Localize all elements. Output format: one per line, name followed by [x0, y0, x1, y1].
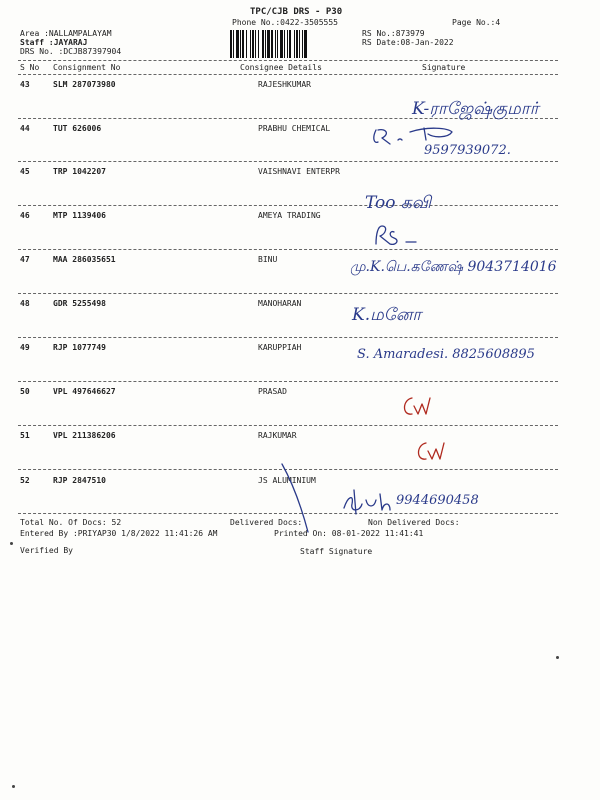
scan-speck — [10, 542, 13, 545]
signature-text: Too கவி — [365, 193, 432, 213]
row-divider — [18, 161, 558, 162]
barcode-bar — [284, 30, 285, 58]
column-signature: Signature — [422, 63, 466, 72]
column-sno: S No — [20, 63, 40, 72]
signature-text: S. Amaradesi. 8825608895 — [357, 347, 535, 362]
barcode-bar — [287, 30, 288, 58]
row-consignment: MAA 286035651 — [53, 255, 116, 264]
row-divider — [18, 425, 558, 426]
non-delivered-docs: Non Delivered Docs: — [368, 518, 460, 527]
row-consignment: GDR 5255498 — [53, 299, 106, 308]
barcode-bar — [230, 30, 232, 58]
row-sno: 49 — [20, 343, 30, 352]
column-divider — [18, 74, 558, 75]
total-docs: Total No. Of Docs: 52 — [20, 518, 122, 527]
row-sno: 45 — [20, 167, 30, 176]
barcode-bar — [265, 30, 266, 58]
row-divider — [18, 337, 558, 338]
row-consignment: VPL 211386206 — [53, 431, 116, 440]
signature-text: 9944690458 — [396, 493, 479, 508]
signature-row-44 — [368, 124, 538, 160]
rs-number: RS No.:873979 — [362, 29, 425, 38]
entered-by: Entered By :PRIYAP30 1/8/2022 11:41:26 AM — [20, 529, 218, 538]
row-sno: 50 — [20, 387, 30, 396]
barcode-bar — [277, 30, 278, 58]
row-consignee: BINU — [258, 255, 278, 264]
barcode-bar — [252, 30, 254, 58]
drs-number: DRS No. :DCJB87397904 — [20, 47, 122, 56]
barcode-bar — [299, 30, 300, 58]
signature-row-50 — [398, 392, 438, 422]
row-sno: 46 — [20, 211, 30, 220]
scan-speck — [556, 656, 559, 659]
barcode-bar — [294, 30, 295, 58]
barcode-bar — [242, 30, 244, 58]
row-consignment: MTP 1139406 — [53, 211, 106, 220]
row-consignee: JS ALUMINIUM — [258, 476, 316, 485]
row-sno: 43 — [20, 80, 30, 89]
barcode-bar — [255, 30, 256, 58]
row-consignment: SLM 287073980 — [53, 80, 116, 89]
page-number: Page No.:4 — [452, 18, 501, 27]
barcode-bar — [271, 30, 273, 58]
printed-on: Printed On: 08-01-2022 11:41:41 — [274, 529, 424, 538]
barcode-bar — [302, 30, 303, 58]
signature-row-47 — [348, 255, 557, 297]
row-consignee: PRASAD — [258, 387, 287, 396]
barcode-bar — [240, 30, 241, 58]
row-consignment: RJP 1077749 — [53, 343, 106, 352]
signature-row-48 — [350, 298, 480, 326]
signature-row-52 — [340, 486, 530, 520]
column-consignee: Consignee Details — [240, 63, 322, 72]
row-consignment: TUT 626006 — [53, 124, 102, 133]
signature-text: 9597939072. — [424, 143, 511, 158]
signature-row-43 — [410, 92, 590, 122]
barcode-bar — [296, 30, 298, 58]
barcode-bar — [267, 30, 270, 58]
row-consignee: VAISHNAVI ENTERPR — [258, 167, 340, 176]
row-sno: 44 — [20, 124, 30, 133]
row-divider — [18, 249, 558, 250]
barcode-bar — [246, 30, 247, 58]
staff-signature: Staff Signature — [300, 547, 373, 556]
row-sno: 47 — [20, 255, 30, 264]
staff-label: Staff :JAYARAJ — [20, 38, 88, 47]
barcode-bar — [304, 30, 307, 58]
barcode-bar — [262, 30, 264, 58]
phone-number: Phone No.:0422-3505555 — [232, 18, 338, 27]
barcode-bar — [236, 30, 239, 58]
row-consignment: VPL 497646627 — [53, 387, 116, 396]
row-consignee: PRABHU CHEMICAL — [258, 124, 331, 133]
signature-text: K-ராஜேஷ்குமார் — [412, 99, 539, 119]
row-sno: 48 — [20, 299, 30, 308]
row-consignee: KARUPPIAH — [258, 343, 302, 352]
barcode-bar — [258, 30, 259, 58]
row-consignment: TRP 1042207 — [53, 167, 106, 176]
signature-row-49 — [355, 342, 535, 382]
scan-speck — [12, 785, 15, 788]
rs-date: RS Date:08-Jan-2022 — [362, 38, 454, 47]
barcode-bar — [289, 30, 291, 58]
barcode-bar — [280, 30, 283, 58]
row-consignee: AMEYA TRADING — [258, 211, 321, 220]
row-sno: 51 — [20, 431, 30, 440]
signature-row-46 — [370, 222, 450, 252]
delivered-docs: Delivered Docs: — [230, 518, 303, 527]
verified-by: Verified By — [20, 546, 73, 555]
signature-text: K.மனோ — [352, 305, 422, 325]
row-consignee: RAJKUMAR — [258, 431, 297, 440]
barcode-bar — [275, 30, 276, 58]
barcode-bar — [233, 30, 234, 58]
header-divider — [18, 60, 558, 61]
row-consignment: RJP 2847510 — [53, 476, 106, 485]
row-consignee: RAJESHKUMAR — [258, 80, 311, 89]
area-label: Area :NALLAMPALAYAM — [20, 29, 112, 38]
document-title: TPC/CJB DRS - P30 — [250, 7, 343, 17]
barcode — [230, 30, 355, 58]
row-consignee: MANOHARAN — [258, 299, 302, 308]
column-consignment: Consignment No — [53, 63, 121, 72]
row-sno: 52 — [20, 476, 30, 485]
signature-row-51 — [412, 437, 452, 467]
signature-row-45 — [365, 188, 505, 214]
signature-text: மு.K.பெ.கணேஷ் 9043714016 — [350, 259, 557, 275]
barcode-bar — [250, 30, 251, 58]
